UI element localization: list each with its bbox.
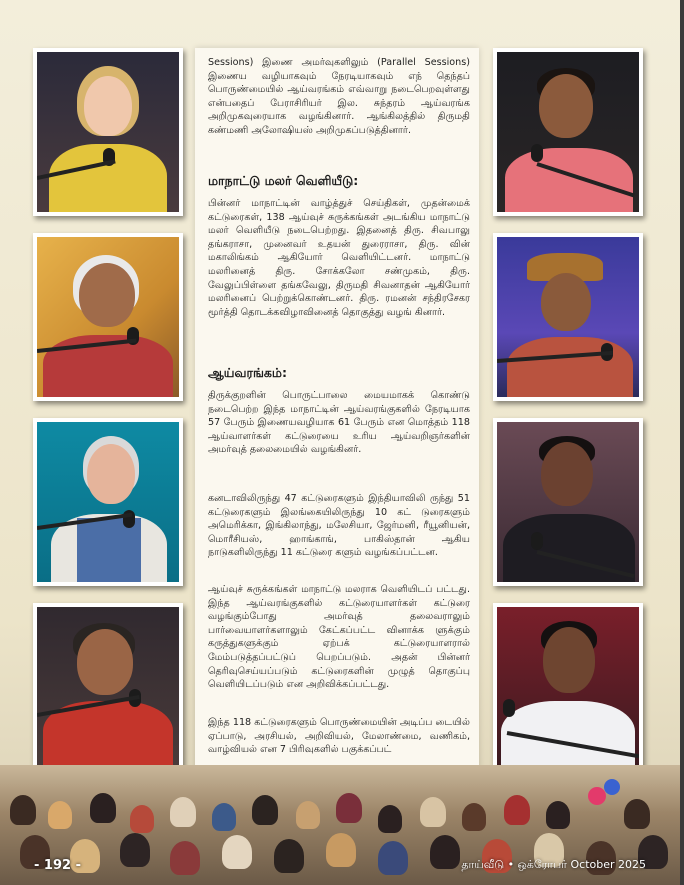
paragraph-papers-by-country: கனடாவிலிருந்து 47 கட்டுரைகளும் இந்தியாவிலி ருந்து 51 கட்டுரைகளும் இலங்கையிலிருந்து 10 கட் டுரைகளும் அமெரிக்கா, இங்கிலாந்து, மலேசியா, ஜேர்மனி, ரீயூனியன், மொரீசியஸ், ஹாங்காங், பாகிஸ்தான் ஆகிய நாடுகளிலிருந்து 11 கட்டுரை களும் வழங்கப்பட்டன.	[208, 493, 470, 559]
paragraph-abstracts-publication: ஆய்வுச் சுருக்கங்கள் மாநாட்டு மலராக வெளியிடப் பட்டது. இந்த ஆய்வரங்குகளில் கட்டுரையாளர்கள் கட்டுரை வழங்கும்போது அமர்வுத் தலைவராலும் பார்வையாளர்களாலும் கேட்கப்பட்ட வினாக்க ளுக்கும் கருத்துகளுக்கும் ஏற்பக் கட்டுரையாளரால் மேம்படுத்தப்பட்டுப் பெறப்படும். அதன் பின்னர் தெரிவுசெய்யப்படும் கட்டுரைகளின் முழுத் தொகுப்பு வெளியிடப்படும் என அறிவிக்கப்பட்டது.	[208, 584, 470, 691]
page-edge	[680, 0, 684, 885]
speaker-photo-elder-woman	[33, 418, 183, 586]
speaker-photo-man-clergy	[493, 418, 643, 586]
speaker-photo-man-white-shirt	[493, 603, 643, 771]
heading-seminar: ஆய்வரங்கம்:	[208, 365, 287, 380]
page-number: - 192 -	[34, 858, 81, 873]
magazine-footer: தாய்வீடு • ஒக்ரோபர் October 2025	[461, 858, 646, 871]
speaker-photo-man-hat	[493, 233, 643, 401]
heading-souvenir-release: மாநாட்டு மலர் வெளியீடு:	[208, 173, 359, 188]
paragraph-categories: இந்த 118 கட்டுரைகளும் பொருண்மையின் அடிப்ப டையில் ஏப்பாடு, அரசியல், அறிவியல், மேலாண்மை, வணிகம், வாழ்வியல் என 7 பிரிவுகளில் பகுக்கப்பட்	[208, 717, 470, 756]
speaker-photo-woman-blonde	[33, 48, 183, 216]
paragraph-souvenir: பின்னர் மாநாட்டின் வாழ்த்துச் செய்திகள், முதன்மைக் கட்டுரைகள், 138 ஆய்வுச் சுருக்கங்கள் அடங்கிய மாநாட்டு மலர் வெளியீடு நடைபெற்றது. இதனைத் திரு. சிவபாலு தங்கராசா, முனைவர் உதயன் துரைராசா, திரு. வின் மகாலிங்கம் ஆகியோர் வெளியிட்டனர். மாநாட்டு மலரினைத் திரு. சோக்கலோ சண்முகம், திரு. வேலுப்பிள்ளை தங்கவேலு, திருமதி சிவனாதன் ஆகியோர் மலரினைப் பெற்றுக்கொண்டனர். திரு. ரமனன் சந்திரசேகர மூர்த்தி தொடக்கவிழாவினைத் தொகுத்து வழங் கினார்.	[208, 198, 470, 318]
paragraph-seminar-participants: திருக்குறளின் பொருட்பாலை மையமாகக் கொண்டு நடைபெற்ற இந்த மாநாட்டின் ஆய்வரங்குகளில் நேரடியாக 57 பேரும் இணையவழியாக 61 பேரும் என மொத்தம் 118 ஆய்வாளர்கள் கட்டுரையை உரிய ஆய்வறிஞர்களின் அமர்வுத் தலைமையில் வழங்கினர்.	[208, 390, 470, 456]
speaker-photo-man-pink-shirt	[493, 48, 643, 216]
paragraph-intro-sessions: Sessions) இணை அமர்வுகளிலும் (Parallel Sessions) இணைய வழியாகவும் நேரடியாகவும் எந் தெந்தப் பொருண்மையில் ஆய்வரங்கம் எவ்வாறு நடைபெறவுள்ளது என்பதைப் பேராசிரியர் இல. சுந்தரம் ஆய்வரங்க அறிமுகவுரையாக வழங்கினார். ஆங்கிலத்தில் திருமதி கண்மணி அலோஷியஸ் அறிமுகப்படுத்தினார்.	[208, 57, 470, 136]
speaker-photo-elder-man	[33, 233, 183, 401]
speaker-photo-man-glasses	[33, 603, 183, 771]
